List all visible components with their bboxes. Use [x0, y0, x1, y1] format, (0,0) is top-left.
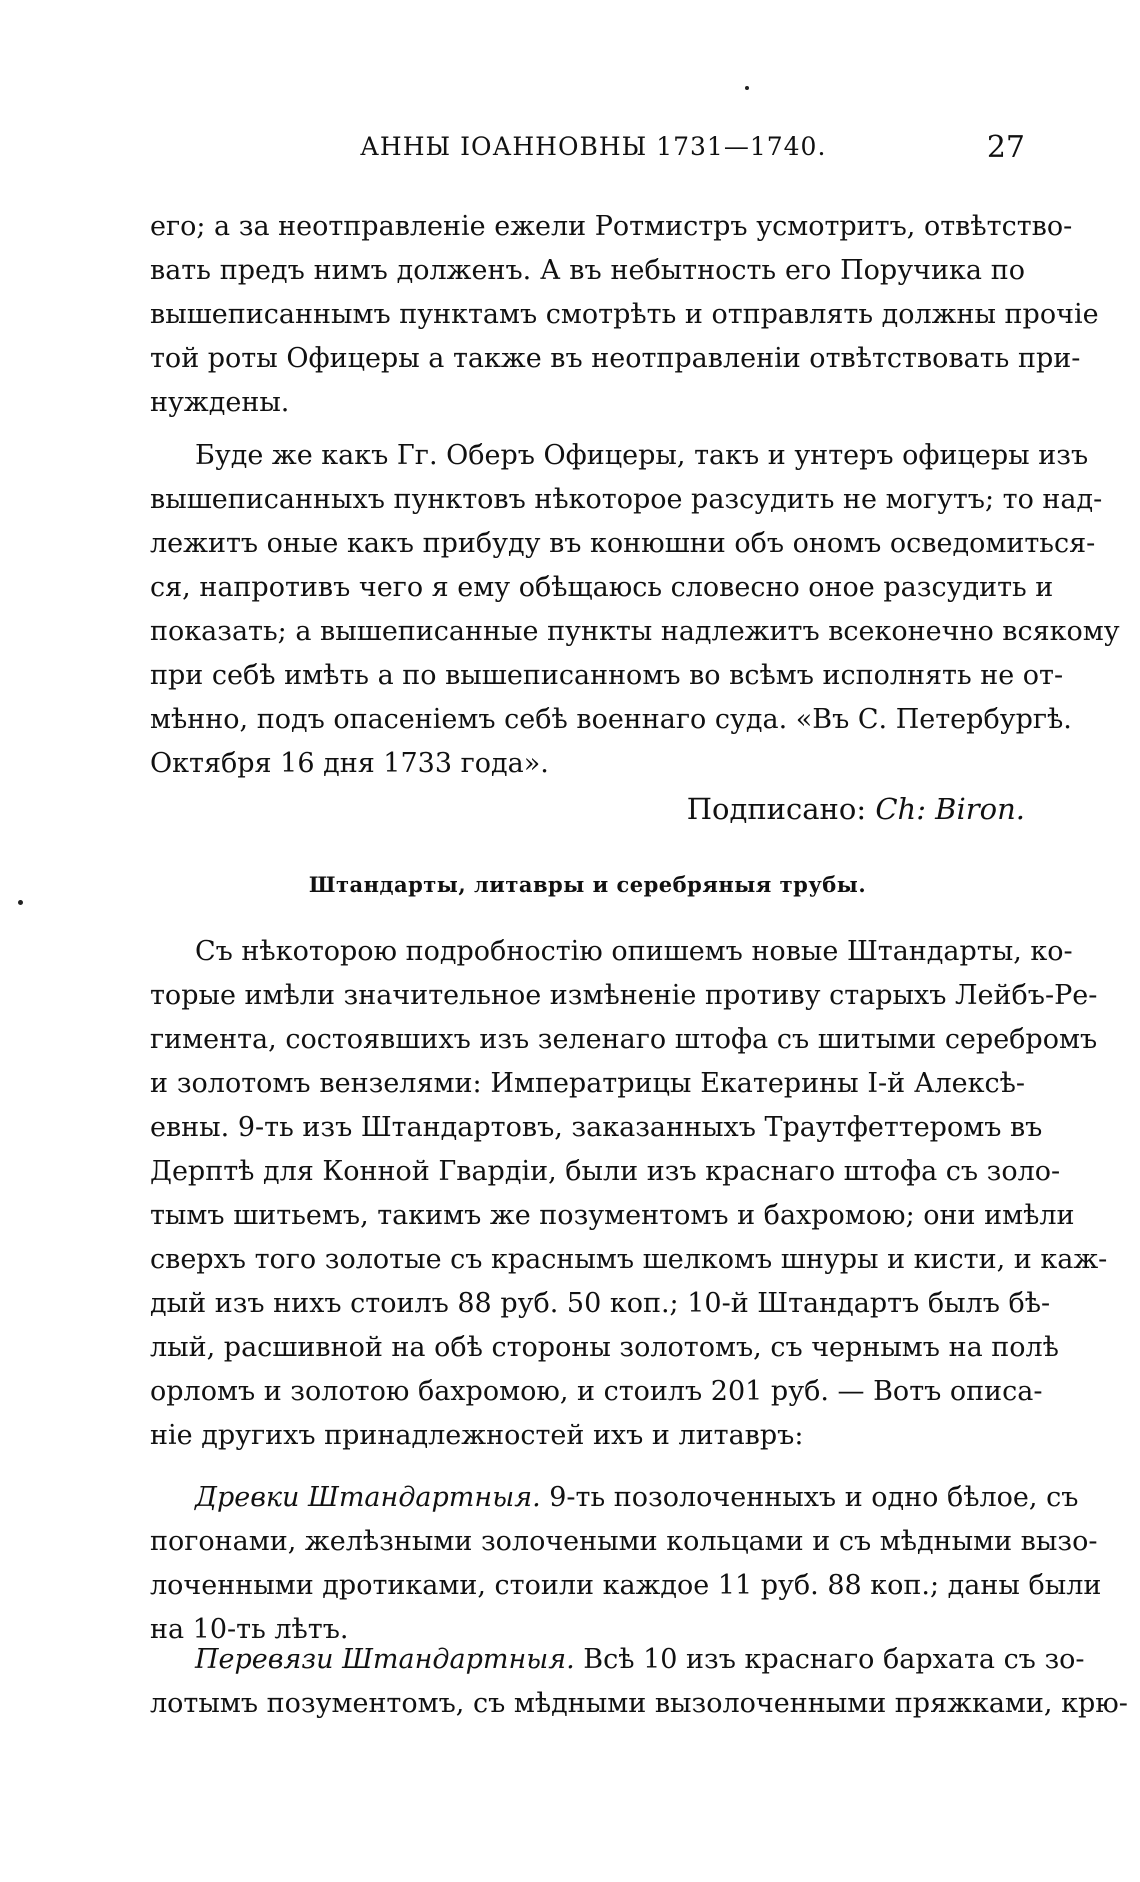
text-line: вышеписаннымъ пунктамъ смотрѣть и отправлять должны прочіе [150, 299, 1099, 330]
text-line: ніе другихъ принадлежностей ихъ и литавръ: [150, 1420, 804, 1451]
text-line: гимента, состоявшихъ изъ зеленаго штофа съ шитыми серебромъ [150, 1024, 1098, 1055]
paragraph-slings [150, 1638, 1128, 1726]
text-line: погонами, желѣзными золочеными кольцами и съ мѣдными вызо- [150, 1526, 1098, 1557]
text-line: лежитъ оные какъ прибуду въ конюшни объ ономъ осведомиться- [150, 528, 1096, 559]
text-line [150, 1476, 1079, 1520]
text-line: вышеписанныхъ пунктовъ нѣкоторое разсудить не могутъ; то над- [150, 484, 1103, 515]
text-line: той роты Офицеры а также въ неотправленіи отвѣтствовать при- [150, 343, 1081, 374]
paragraph-obligations [150, 205, 1099, 425]
print-speck [745, 86, 749, 90]
text-line: сверхъ того золотые съ краснымъ шелкомъ шнуры и кисти, и каж- [150, 1244, 1108, 1275]
running-head [150, 132, 1025, 172]
text-line: ся, напротивъ чего я ему обѣщаюсь словесно оное разсудить и [150, 572, 1054, 603]
running-title: АННЫ ІОАННОВНЫ 1731—1740. [360, 132, 827, 161]
paragraph-lead-rest: 9-ть позолоченныхъ и одно бѣлое, съ [540, 1482, 1079, 1513]
paragraph-standards [150, 930, 1108, 1458]
text-line: Октября 16 дня 1733 года». [150, 748, 549, 779]
signature-label: Подписано: [686, 792, 867, 826]
paragraph-lead-rest: Всѣ 10 изъ краснаго бархата съ зо- [574, 1644, 1085, 1675]
section-heading: Штандарты, литавры и серебряныя трубы. [308, 872, 867, 897]
page-number: 27 [986, 130, 1025, 165]
text-line [150, 1638, 1085, 1682]
text-line: Дерптѣ для Конной Гвардіи, были изъ краснаго штофа съ золо- [150, 1156, 1061, 1187]
signature-name: Ch: Biron. [875, 792, 1025, 826]
text-line: евны. 9-ть изъ Штандартовъ, заказанныхъ Траутфеттеромъ въ [150, 1112, 1043, 1143]
text-line: и золотомъ вензелями: Императрицы Екатерины І-й Алексѣ- [150, 1068, 1025, 1099]
text-line: торые имѣли значительное измѣненіе противу старыхъ Лейбъ-Ре- [150, 980, 1098, 1011]
text-line: вать предъ нимъ долженъ. А въ небытность его Поручика по [150, 255, 1025, 286]
paragraph-officers [150, 434, 1120, 786]
text-line: его; а за неотправленіе ежели Ротмистръ усмотритъ, отвѣтство- [150, 211, 1073, 242]
text-line: дый изъ нихъ стоилъ 88 руб. 50 коп.; 10-й Штандартъ былъ бѣ- [150, 1288, 1051, 1319]
text-line: лоченными дротиками, стоили каждое 11 руб. 88 коп.; даны были [150, 1570, 1102, 1601]
text-line: лый, расшивной на обѣ стороны золотомъ, съ чернымъ на полѣ [150, 1332, 1059, 1363]
paragraph-flagpoles [150, 1476, 1102, 1652]
text-line: орломъ и золотою бахромою, и стоилъ 201 руб. — Вотъ описа- [150, 1376, 1043, 1407]
paragraph-lead: Древки Штандартныя. [195, 1482, 541, 1513]
text-line: показать; а вышеписанные пункты надлежитъ всеконечно всякому [150, 616, 1120, 647]
signature [150, 792, 1025, 826]
paragraph-lead: Перевязи Штандартныя. [195, 1644, 575, 1675]
text-line: лотымъ позументомъ, съ мѣдными вызолоченными пряжками, крю- [150, 1688, 1128, 1719]
text-line: тымъ шитьемъ, такимъ же позументомъ и бахромою; они имѣли [150, 1200, 1075, 1231]
text-line: при себѣ имѣть а по вышеписанномъ во всѣмъ исполнять не от- [150, 660, 1064, 691]
text-line: мѣнно, подъ опасеніемъ себѣ военнаго суда. «Въ С. Петербургѣ. [150, 704, 1072, 735]
text-line: Съ нѣкоторою подробностію опишемъ новые Штандарты, ко- [195, 936, 1073, 967]
text-line: нуждены. [150, 387, 290, 418]
print-speck [18, 900, 23, 905]
text-line: на 10-ть лѣтъ. [150, 1614, 349, 1645]
text-line: Буде же какъ Гг. Оберъ Офицеры, такъ и унтеръ офицеры изъ [195, 440, 1089, 471]
